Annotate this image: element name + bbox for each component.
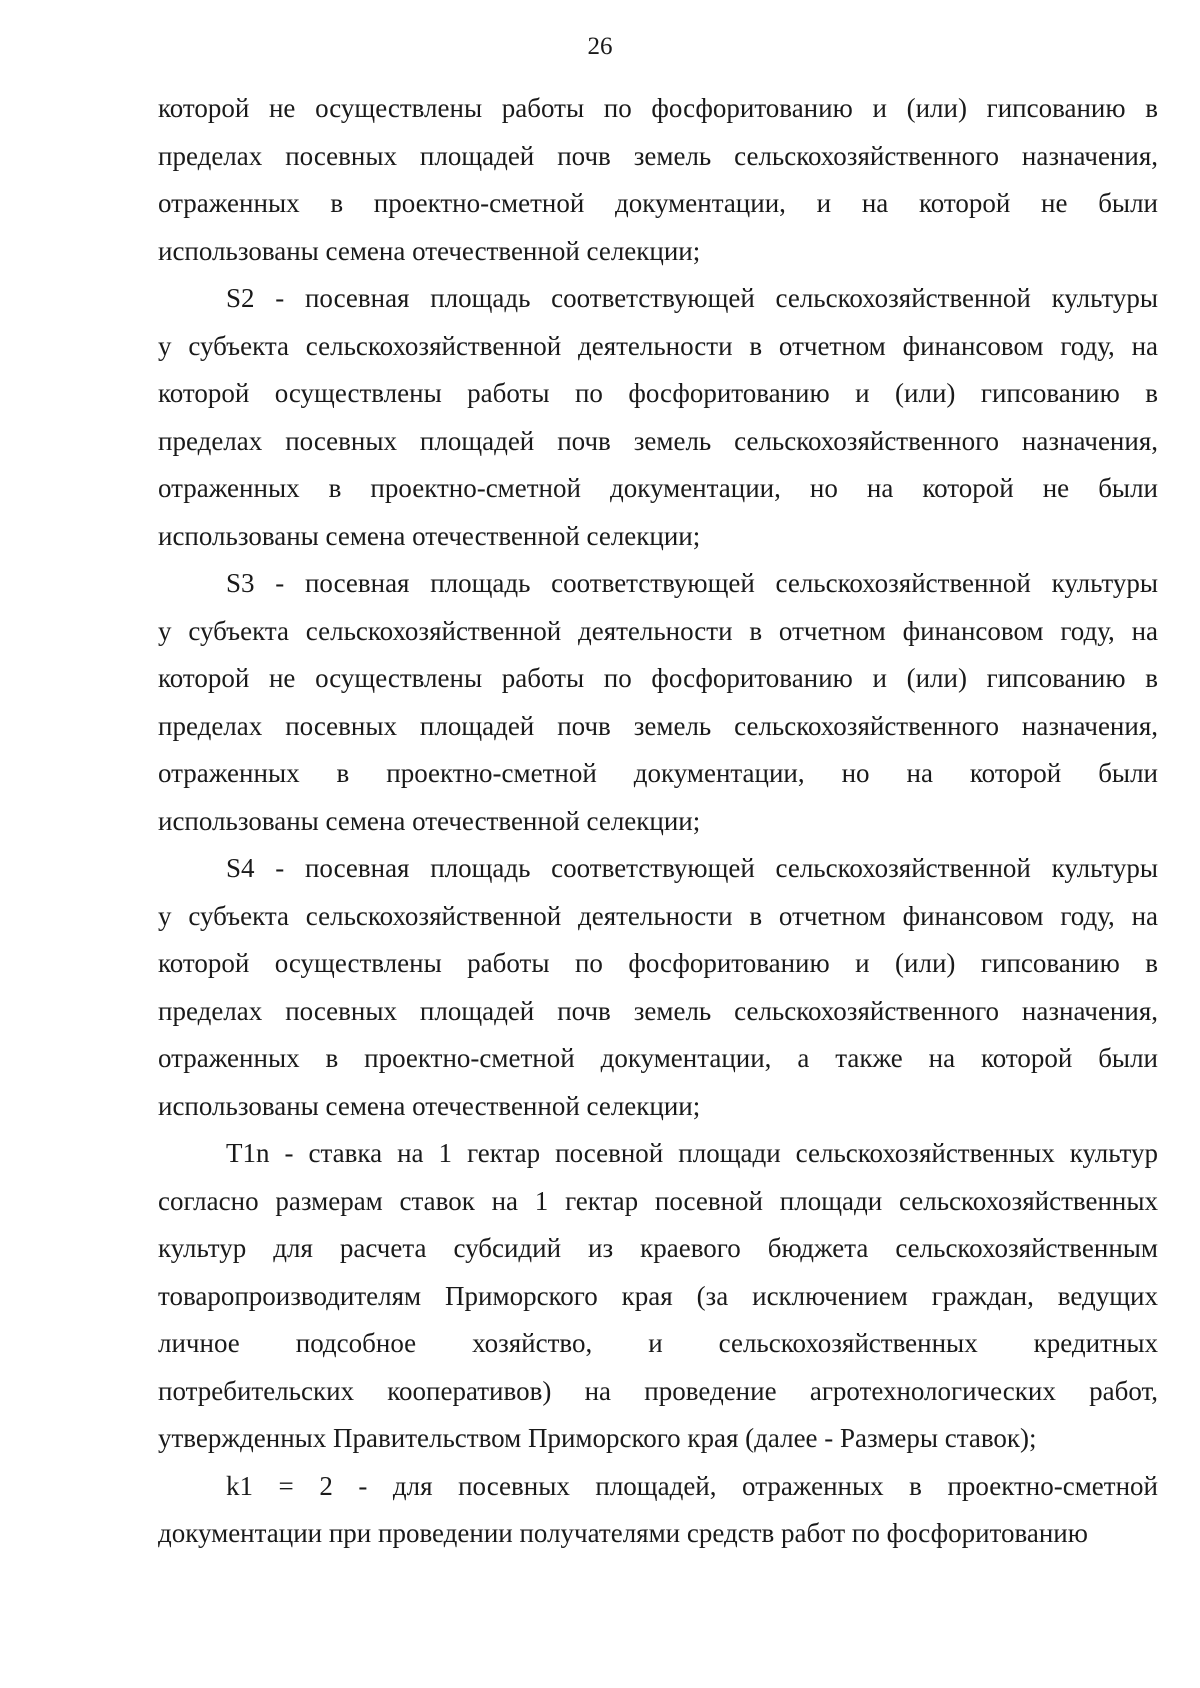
- page-number: 26: [587, 33, 613, 60]
- text-line: пределах посевных площадей почв земель сельскохозяйственного назначения,: [158, 995, 1158, 1026]
- text-line: использованы семена отечественной селекции;: [158, 1090, 701, 1121]
- paragraph: [158, 1463, 1158, 1558]
- text-line: культур для расчета субсидий из краевого бюджета сельскохозяйственным: [158, 1233, 1158, 1263]
- text-line: которой не осуществлены работы по фосфоритованию и (или) гипсованию в: [158, 663, 1158, 693]
- text-line: отраженных в проектно-сметной документации, а также на которой были: [158, 1043, 1158, 1073]
- document-body: [158, 85, 1158, 1558]
- text-line: пределах посевных площадей почв земель сельскохозяйственного назначения,: [158, 140, 1158, 171]
- text-line: использованы семена отечественной селекции;: [158, 235, 701, 266]
- text-line: утвержденных Правительством Приморского края (далее - Размеры ставок);: [158, 1423, 1037, 1453]
- text-line: у субъекта сельскохозяйственной деятельности в отчетном финансовом году, на: [158, 900, 1158, 931]
- paragraph: [158, 1130, 1158, 1463]
- text-line: согласно размерам ставок на 1 гектар посевной площади сельскохозяйственных: [158, 1185, 1158, 1216]
- paragraph: [158, 560, 1158, 845]
- paragraph: [158, 275, 1158, 560]
- text-line: которой не осуществлены работы по фосфоритованию и (или) гипсованию в: [158, 93, 1158, 123]
- text-line: S3 - посевная площадь соответствующей сельскохозяйственной культуры: [226, 568, 1158, 598]
- text-line: которой осуществлены работы по фосфоритованию и (или) гипсованию в: [158, 948, 1158, 978]
- text-line: T1n - ставка на 1 гектар посевной площади сельскохозяйственных культур: [226, 1138, 1158, 1168]
- text-line: отраженных в проектно-сметной документации, но на которой были: [158, 758, 1158, 788]
- text-line: отраженных в проектно-сметной документации, и на которой не были: [158, 188, 1158, 218]
- text-line: у субъекта сельскохозяйственной деятельности в отчетном финансовом году, на: [158, 615, 1158, 646]
- text-line: пределах посевных площадей почв земель сельскохозяйственного назначения,: [158, 710, 1158, 741]
- text-line: k1 = 2 - для посевных площадей, отраженных в проектно-сметной: [226, 1470, 1158, 1501]
- text-line: S2 - посевная площадь соответствующей сельскохозяйственной культуры: [226, 283, 1158, 313]
- paragraph: [158, 85, 1158, 275]
- text-line: которой осуществлены работы по фосфоритованию и (или) гипсованию в: [158, 378, 1158, 408]
- text-line: отраженных в проектно-сметной документации, но на которой не были: [158, 473, 1158, 503]
- text-line: пределах посевных площадей почв земель сельскохозяйственного назначения,: [158, 425, 1158, 456]
- text-line: у субъекта сельскохозяйственной деятельности в отчетном финансовом году, на: [158, 330, 1158, 361]
- text-line: товаропроизводителям Приморского края (за исключением граждан, ведущих: [158, 1280, 1158, 1311]
- text-line: потребительских кооперативов) на проведение агротехнологических работ,: [158, 1375, 1158, 1406]
- text-line: S4 - посевная площадь соответствующей сельскохозяйственной культуры: [226, 853, 1158, 883]
- paragraph: [158, 845, 1158, 1130]
- text-line: использованы семена отечественной селекции;: [158, 805, 701, 836]
- text-line: личное подсобное хозяйство, и сельскохозяйственных кредитных: [158, 1328, 1158, 1358]
- text-line: использованы семена отечественной селекции;: [158, 520, 701, 551]
- text-line: документации при проведении получателями средств работ по фосфоритованию: [158, 1518, 1088, 1548]
